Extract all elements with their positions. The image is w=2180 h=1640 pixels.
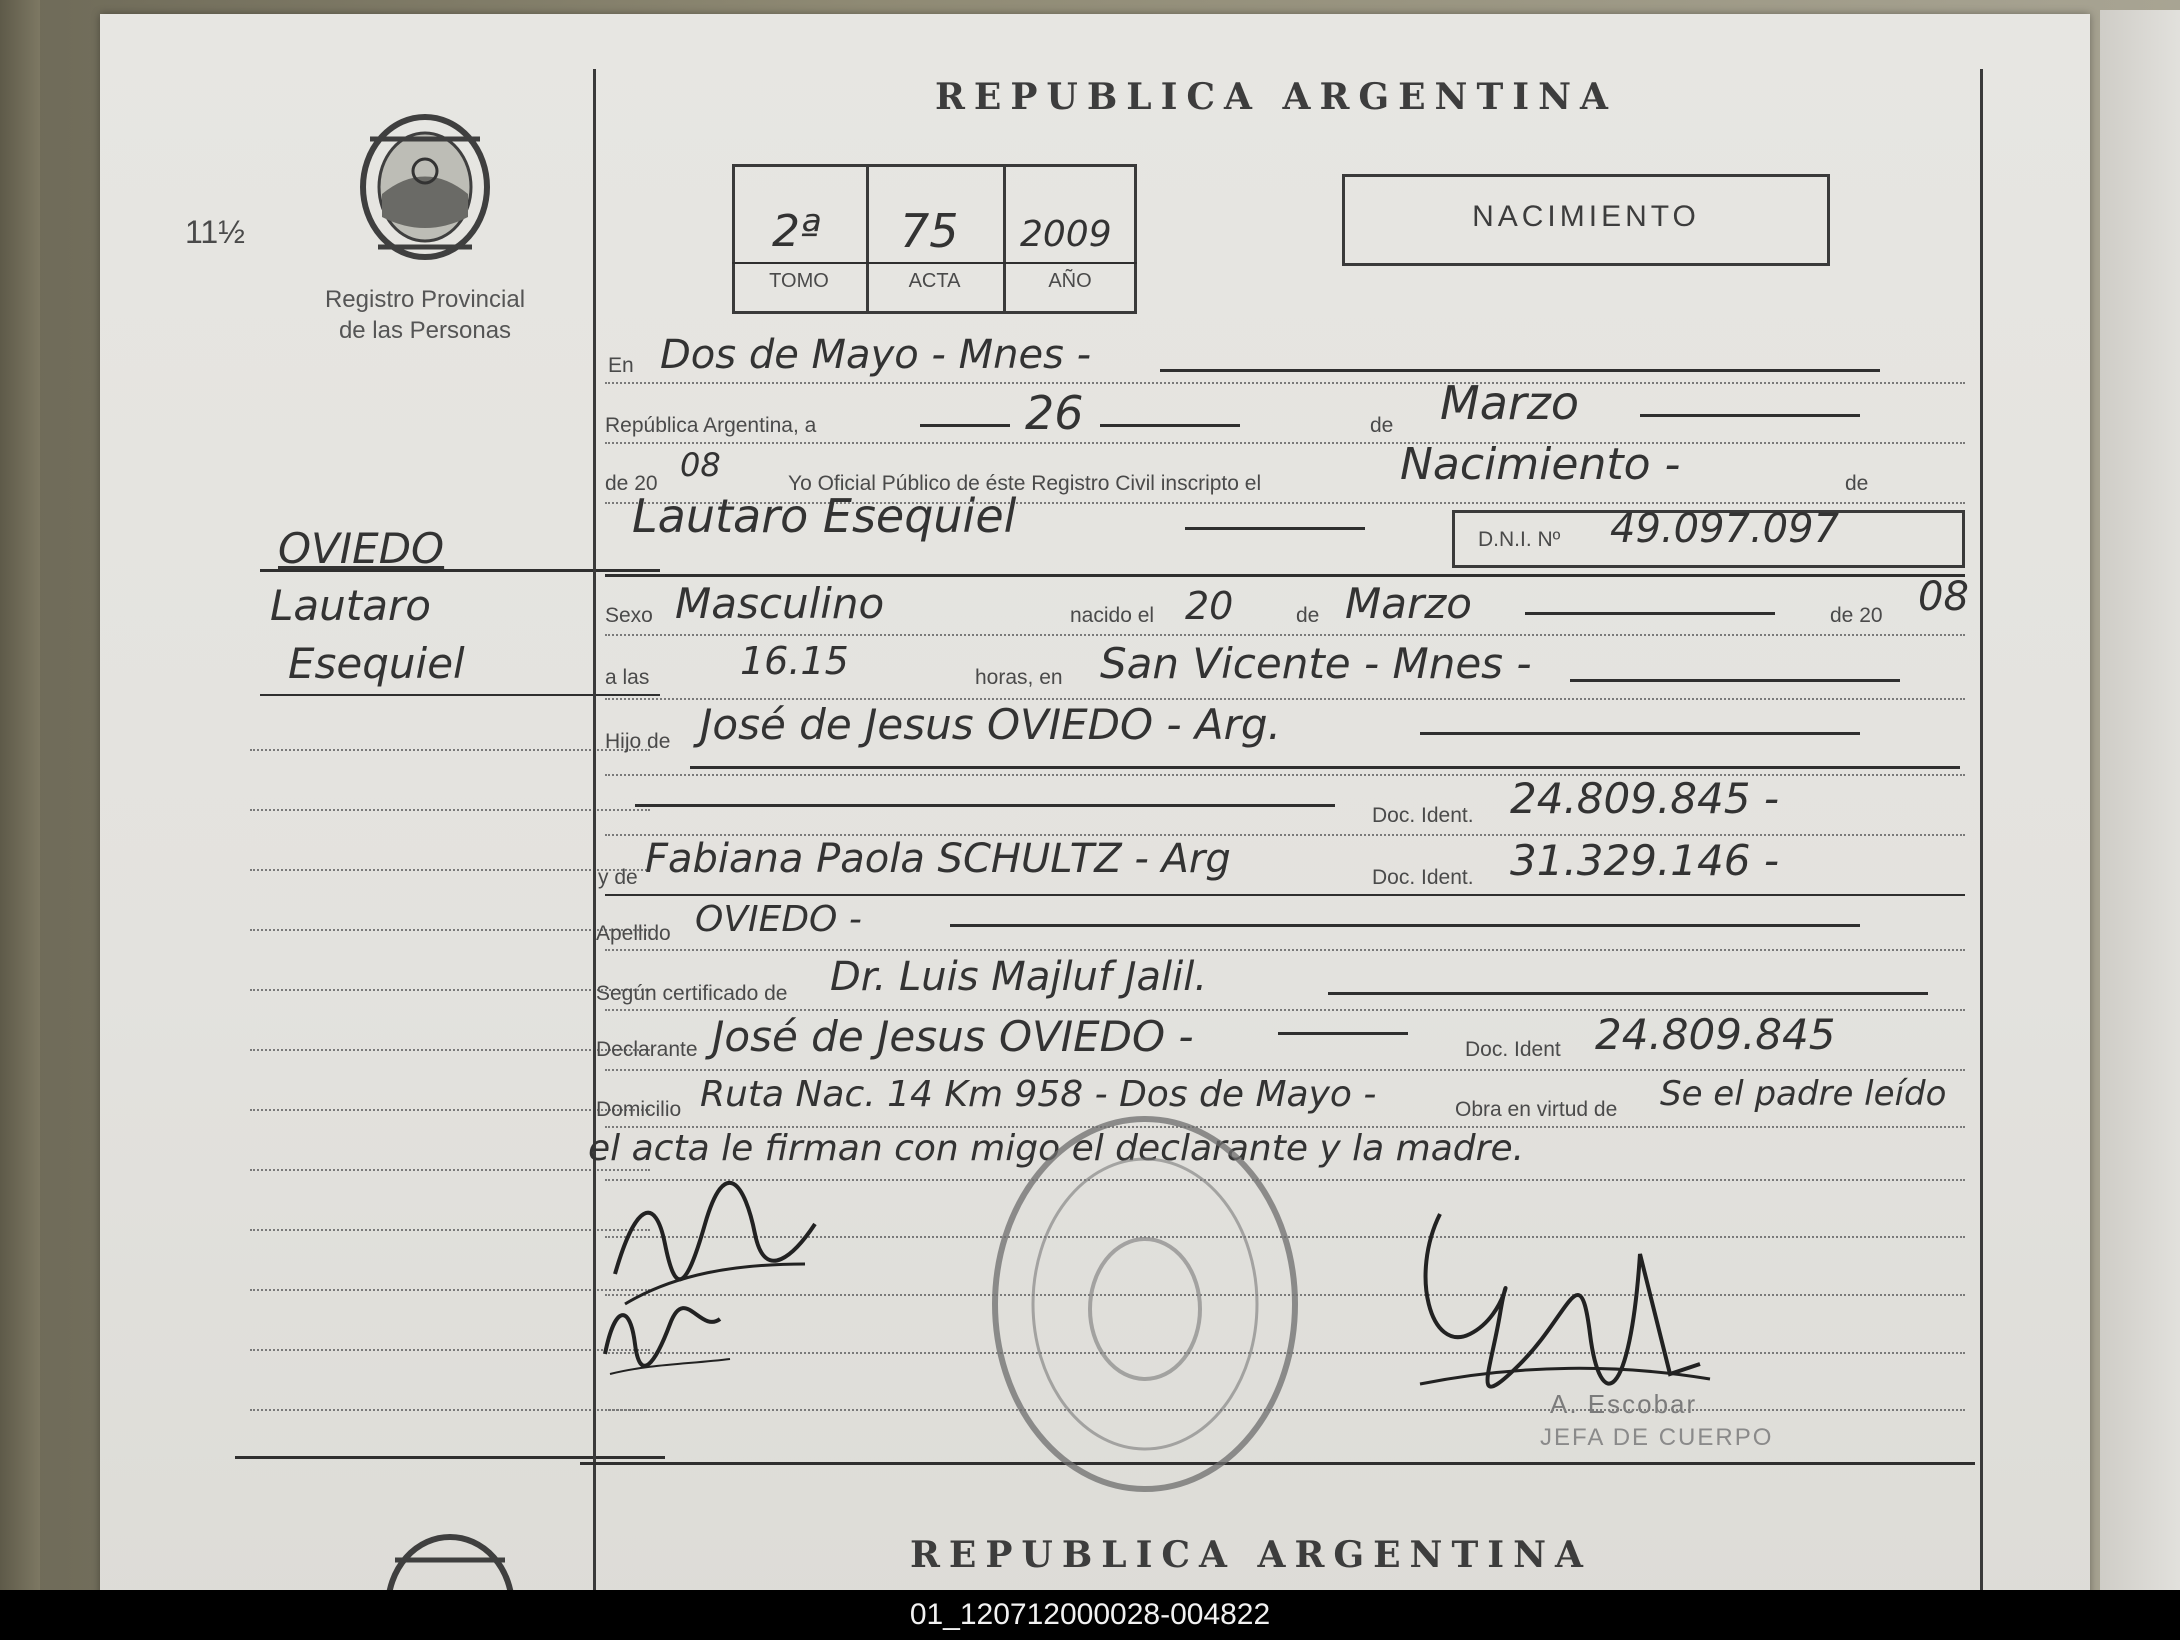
label-alas: a las — [605, 666, 650, 689]
record-acta-label: ACTA — [908, 270, 961, 292]
margin-bottom-rule — [235, 1456, 665, 1459]
value-madre-doc: 31.329.146 - — [1510, 836, 1779, 885]
margin-dotted-line — [250, 809, 650, 811]
form-line — [605, 949, 1965, 951]
value-dia: 26 — [1025, 386, 1084, 440]
margin-rule — [260, 694, 660, 696]
record-tomo-value: 2ª — [772, 206, 821, 257]
form-line — [605, 442, 1965, 444]
margin-dotted-line — [250, 1049, 650, 1051]
handwritten-stroke — [1100, 424, 1240, 427]
value-domicilio: Ruta Nac. 14 Km 958 - Dos de Mayo - — [700, 1074, 1377, 1115]
handwritten-stroke — [1420, 732, 1860, 735]
stamp-name: A. Escobar — [1550, 1389, 1698, 1419]
form-rule — [605, 574, 1965, 577]
label-de3: de — [1296, 604, 1320, 627]
record-tomo-label: TOMO — [769, 270, 829, 292]
label-de2: de — [1845, 472, 1869, 495]
label-segun: Según certificado de — [596, 982, 788, 1005]
label-yde: y de — [598, 866, 638, 889]
form-line — [605, 634, 1965, 636]
value-certificado: Dr. Luis Majluf Jalil. — [830, 954, 1208, 1000]
value-apellido: OVIEDO - — [695, 899, 862, 940]
handwritten-stroke — [1570, 679, 1900, 682]
value-padre: José de Jesus OVIEDO - Arg. — [700, 700, 1281, 749]
label-en: En — [608, 354, 634, 377]
stamp-role: JEFA DE CUERPO — [1540, 1424, 1774, 1451]
label-hijo: Hijo de — [605, 730, 671, 753]
handwritten-stroke — [1160, 369, 1880, 372]
value-nacido-mes: Marzo — [1345, 579, 1472, 628]
signature-left-2-icon — [590, 1284, 740, 1394]
handwritten-stroke — [920, 424, 1010, 427]
value-nacido-dia: 20 — [1185, 584, 1234, 628]
margin-dotted-line — [250, 1169, 650, 1171]
label-de20b: de 20 — [1830, 604, 1883, 627]
label-apellido: Apellido — [596, 922, 671, 945]
value-obra: Se el padre leído — [1660, 1074, 1947, 1114]
value-declarante-doc: 24.809.845 — [1595, 1010, 1836, 1059]
value-hora: 16.15 — [740, 639, 849, 683]
handwritten-stroke — [690, 766, 1960, 769]
image-id: 01_120712000028-004822 — [909, 1598, 1271, 1631]
handwritten-stroke — [1278, 1032, 1408, 1035]
margin-dotted-line — [250, 989, 650, 991]
official-stamp-icon — [980, 1104, 1310, 1504]
label-docident3: Doc. Ident — [1465, 1038, 1561, 1061]
label-domicilio: Domicilio — [596, 1098, 682, 1121]
value-declarante: José de Jesus OVIEDO - — [712, 1012, 1194, 1061]
form-line — [605, 1069, 1965, 1071]
label-republica: República Argentina, a — [605, 414, 817, 437]
form-line — [605, 382, 1965, 384]
footer-title: REPUBLICA ARGENTINA — [910, 1534, 1592, 1576]
margin-dotted-line — [250, 1409, 650, 1411]
record-ano-label: AÑO — [1048, 270, 1092, 292]
label-docident1: Doc. Ident. — [1372, 804, 1474, 827]
record-ano-value: 2009 — [1020, 214, 1112, 255]
label-obra: Obra en virtud de — [1455, 1098, 1618, 1121]
value-dni: 49.097.097 — [1610, 506, 1840, 552]
next-page-edge — [2100, 10, 2180, 1590]
book-cover-edge — [0, 0, 40, 1590]
value-obra-continuation: el acta le firman con migo el declarante y la madre. — [588, 1128, 1525, 1169]
provincial-seal-partial-icon — [375, 1532, 525, 1590]
margin-dotted-line — [250, 869, 650, 871]
margin-dotted-line — [250, 1229, 650, 1231]
margin-note-surname: OVIEDO — [278, 524, 445, 573]
handwritten-stroke — [1525, 612, 1775, 615]
value-lugar-nac: San Vicente - Mnes - — [1100, 639, 1532, 688]
label-nacido: nacido el — [1070, 604, 1155, 627]
value-mes: Marzo — [1440, 376, 1580, 430]
value-inscripto: Nacimiento - — [1400, 439, 1681, 490]
handwritten-stroke — [1185, 527, 1365, 530]
header-title: REPUBLICA ARGENTINA — [935, 76, 1617, 118]
right-border — [1980, 69, 1983, 1590]
value-madre: Fabiana Paola SCHULTZ - Arg — [645, 836, 1231, 882]
form-rule — [605, 894, 1965, 896]
margin-dotted-line — [250, 1109, 650, 1111]
margin-rule — [260, 569, 660, 572]
label-sexo: Sexo — [605, 604, 653, 627]
label-declarante: Declarante — [596, 1038, 698, 1061]
value-nacido-anio: 08 — [1918, 574, 1969, 620]
handwritten-stroke — [635, 804, 1335, 807]
provincial-seal-icon — [350, 99, 500, 269]
certificate-page — [100, 14, 2090, 1590]
margin-note-name2: Esequiel — [288, 639, 465, 688]
value-lugar: Dos de Mayo - Mnes - — [660, 332, 1092, 378]
handwritten-stroke — [1640, 414, 1860, 417]
label-dni: D.N.I. Nº — [1478, 528, 1561, 551]
label-de: de — [1370, 414, 1394, 437]
margin-note-name1: Lautaro — [270, 581, 431, 630]
margin-dotted-line — [250, 929, 650, 931]
record-acta-value: 75 — [900, 204, 959, 258]
label-oficial: Yo Oficial Público de éste Registro Civil inscripto el — [788, 472, 1262, 495]
value-anio: 08 — [680, 446, 721, 484]
registry-name-line2: de las Personas — [338, 317, 512, 344]
value-padre-doc: 24.809.845 - — [1510, 774, 1779, 823]
handwritten-stroke — [1328, 992, 1928, 995]
type-box-text: NACIMIENTO — [1472, 200, 1700, 233]
margin-dotted-line — [250, 749, 650, 751]
margin-mark: 11½ — [185, 214, 245, 250]
value-sexo: Masculino — [675, 579, 885, 628]
handwritten-stroke — [950, 924, 1860, 927]
registry-name-line1: Registro Provincial — [324, 286, 526, 313]
value-nombre: Lautaro Esequiel — [632, 489, 1017, 543]
label-de20: de 20 — [605, 472, 658, 495]
label-horas: horas, en — [975, 666, 1063, 689]
record-label-rule — [732, 262, 1137, 264]
label-docident2: Doc. Ident. — [1372, 866, 1474, 889]
